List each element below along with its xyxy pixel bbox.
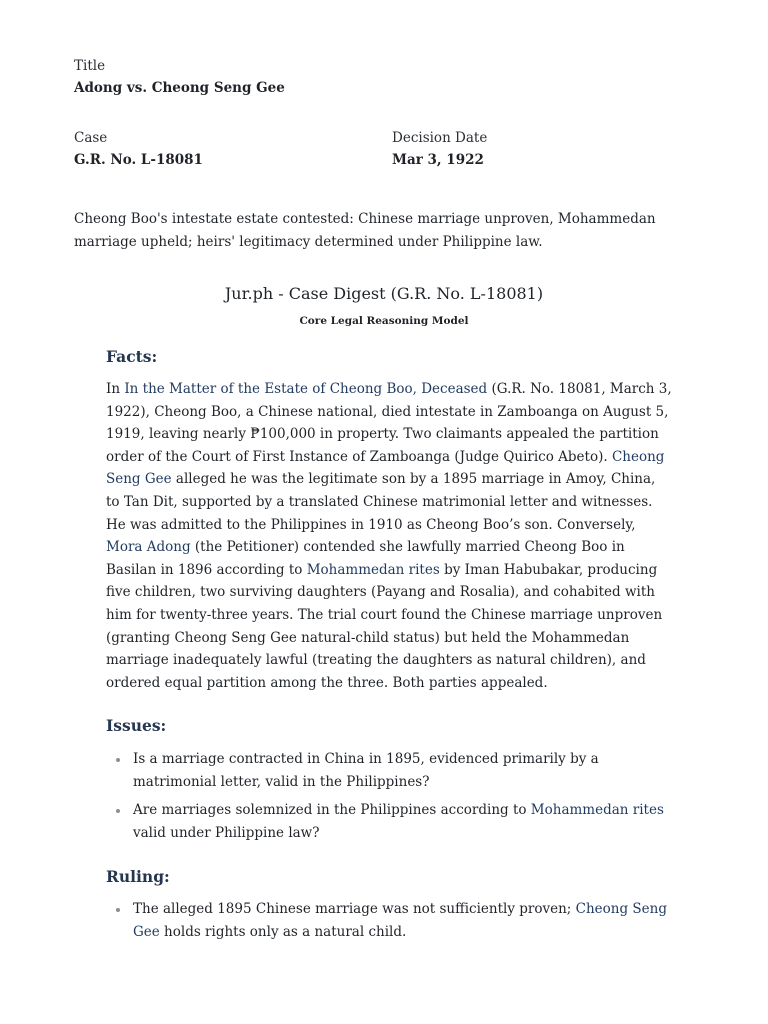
ruling-1-text-a: The alleged 1895 Chinese marriage was not sufficiently proven;: [133, 901, 576, 917]
facts-text-1: In: [106, 381, 125, 397]
issues-heading: Issues:: [106, 716, 167, 735]
ruling-list: [106, 898, 672, 949]
digest-title: Jur.ph - Case Digest (G.R. No. L-18081): [224, 284, 544, 303]
issue-2-text-a: Are marriages solemnized in the Philippines according to: [133, 802, 531, 819]
ruling-item: [106, 898, 672, 943]
issue-2-text-b: valid under Philippine law?: [133, 824, 320, 841]
issues-list: [106, 748, 672, 850]
ruling-heading: Ruling:: [106, 867, 170, 886]
mohammedan-rites-link[interactable]: Mohammedan rites: [306, 561, 440, 578]
issue-1-text: Is a marriage contracted in China in 1895, evidenced primarily by a matrimonial letter, valid in the Philippines?: [133, 751, 599, 790]
mohammedan-rites-link[interactable]: Mohammedan rites: [530, 802, 664, 819]
case-summary: Cheong Boo's intestate estate contested: Chinese marriage unproven, Mohammedan marriage upheld; heirs' legitimacy determined under Philippine law.: [74, 211, 656, 250]
issue-item: [106, 799, 672, 844]
title-label: Title: [74, 58, 106, 74]
facts-paragraph: [106, 378, 672, 694]
facts-heading: Facts:: [106, 347, 158, 366]
decision-date-label: Decision Date: [392, 130, 488, 146]
estate-case-link[interactable]: In the Matter of the Estate of Cheong Boo, Deceased: [124, 381, 488, 397]
bullet-icon: [116, 758, 120, 762]
bullet-icon: [116, 809, 120, 813]
facts-text-2: (G.R. No. 18081, March 3, 1922), Cheong Boo, a Chinese national, died intestate in Zamboanga on August 5, 1919, leaving nearly ₱100,000 in property. Two claimants appealed the partition order of the Court of First Instance of Zamboanga (Judge Quirico Abeto).: [106, 381, 672, 465]
mora-adong-link[interactable]: Mora Adong: [106, 539, 191, 556]
bullet-icon: [116, 908, 120, 912]
case-title: Adong vs. Cheong Seng Gee: [74, 80, 285, 96]
facts-text-4: (the Petitioner) contended she lawfully married Cheong Boo in Basilan in 1896 according to: [106, 539, 625, 578]
ruling-1-text-b: holds rights only as a natural child.: [159, 923, 407, 940]
facts-text-3: alleged he was the legitimate son by a 1895 marriage in Amoy, China, to Tan Dit, supported by a translated Chinese matrimonial letter and witnesses. He was admitted to the Philippines in 1910 as Cheong Boo’s son. Conversely,: [106, 471, 656, 533]
cheong-seng-gee-link[interactable]: Cheong Seng Gee: [106, 448, 665, 488]
digest-subtitle: Core Legal Reasoning Model: [299, 315, 469, 327]
cheong-seng-gee-link[interactable]: Cheong Seng Gee: [133, 901, 667, 940]
case-number: G.R. No. L-18081: [74, 152, 203, 168]
facts-text-5: by Iman Habubakar, producing five children, two surviving daughters (Payang and Rosalia), and cohabited with him for twenty-three years. The trial court found the Chinese marriage unproven (granting Cheong Seng Gee natural-child status) but held the Mohammedan marriage inadequately lawful (treating the daughters as natural children), and ordered equal partition among the three. Both parties appealed.: [106, 561, 663, 691]
decision-date: Mar 3, 1922: [392, 152, 484, 168]
issue-item: [106, 748, 672, 793]
case-label: Case: [74, 130, 108, 146]
